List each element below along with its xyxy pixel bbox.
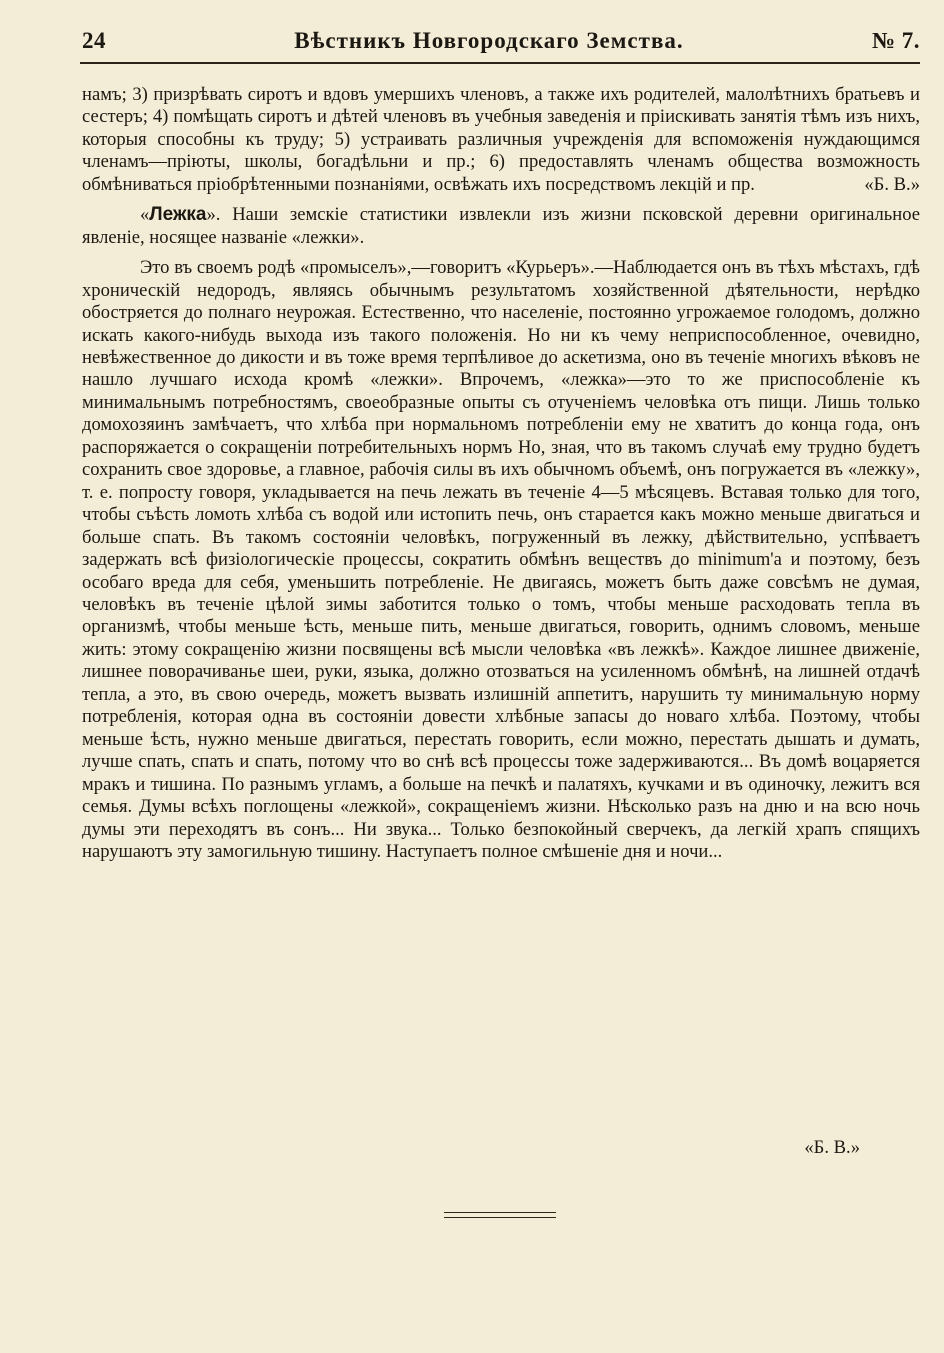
inline-signature: «Б. В.» bbox=[864, 173, 920, 195]
article-body bbox=[82, 84, 920, 863]
end-rule-bottom bbox=[444, 1217, 556, 1218]
issue-number: № 7. bbox=[871, 28, 920, 53]
paragraph-text: Это въ своемъ родѣ «промыселъ»,—говоритъ «Курьеръ».—Наблюдается онъ въ тѣхъ мѣстахъ, гдѣ хроническій недородъ, являясь обычнымъ результатомъ хозяйственной дѣятельности, нерѣдко обостряется до полнаго неурожая. Естественно, что населеніе, постоянно угрожаемое голодомъ, должно искать какого-нибудь выхода изъ такого положенія. Но ни къ чему неприспособленное, очевидно, невѣжественное до дикости и въ тоже время терпѣливое до аскетизма, оно въ теченіе многихъ вѣковъ не нашло лучшаго исхода кромѣ «лежки». Впрочемъ, «лежка»—это то же приспособленіе къ минимальнымъ потребностямъ, своеобразные опыты съ отученіемъ человѣка отъ пищи. Лишь только домохозяинъ замѣчаетъ, что хлѣба при нормальномъ потребленіи ему не хватитъ до конца года, онъ распоряжается о сокращеніи потребительныхъ нормъ Но, зная, что въ такомъ случаѣ ему трудно будетъ сохранить свое здоровье, а главное, рабочія силы въ ихъ обычномъ объемѣ, онъ погружается въ «лежку», т. е. попросту говоря, укладывается на печь лежать въ теченіе 4—5 мѣсяцевъ. Вставая только для того, чтобы съѣсть ломоть хлѣба съ водой или истопить печь, онъ старается какъ можно меньше двигаться и больше спать. Въ такомъ состояніи человѣкъ, погруженный въ лежку, дѣйствительно, успѣваетъ задержать всѣ физіологическіе процессы, сократить обмѣнъ веществъ до minimum'a и поэтому, безъ особаго вреда для себя, уменьшить потребленіе. Не двигаясь, можетъ быть даже совсѣмъ не думая, человѣкъ въ теченіе цѣлой зимы заботится только о томъ, чтобы меньше расходовать тепла въ организмѣ, чтобы меньше ѣсть, меньше пить, меньше двигаться, говорить, однимъ словомъ, меньше жить: этому сокращенію жизни посвящены всѣ мысли человѣка «въ лежкѣ». Каждое лишнее движеніе, лишнее поворачиванье шеи, руки, языка, должно отозваться на усиленномъ обмѣнѣ, на лишней отдачѣ тепла, а это, въ свою очередь, можетъ вызвать излишній аппетитъ, нарушить ту минимальную норму потребленія, которая одна въ состояніи довести хлѣбные запасы до новаго хлѣба. Поэтому, чтобы меньше ѣсть, нужно меньше двигаться, перестать говорить, если можно, перестать дышать и думать, лучше спать, спать и спать, потому что во снѣ всѣ процессы тоже задерживаются... Въ домѣ воцаряется мракъ и тишина. По разнымъ угламъ, а больше на печкѣ и палатяхъ, кучками и въ одиночку, лежитъ вся семья. Думы всѣхъ поглощены «лежкой», сокращеніемъ жизни. Нѣсколько разъ на дню и на всю ночь думы эти переходятъ въ сонъ... Ни звука... Только безпокойный сверчекъ, да легкій храпъ спящихъ нарушаютъ эту замогильную тишину. Наступаетъ полное смѣшеніе дня и ночи... bbox=[82, 257, 920, 862]
paragraph-text: намъ; 3) призрѣвать сиротъ и вдовъ умершихъ членовъ, а также ихъ родителей, малолѣтнихъ братьевъ и сестеръ; 4) помѣщать сиротъ и дѣтей членовъ въ учебныя заведенія и пріискивать занятія тѣмъ изъ нихъ, которыя способны къ труду; 5) устраивать различныя учрежденія для вспоможенія нуждающимся членамъ—пріюты, школы, богадѣльни и пр.; 6) предоставлять членамъ общества возможность обмѣниваться пріобрѣтенными познаніями, освѣжать ихъ посредствомъ лекцій и пр. bbox=[82, 84, 920, 195]
header-rule bbox=[80, 62, 920, 64]
article-headword: Лежка bbox=[149, 204, 207, 226]
paragraph-lezhka-body bbox=[82, 257, 920, 863]
closing-signature: «Б. В.» bbox=[804, 1137, 860, 1158]
page-number: 24 bbox=[82, 28, 106, 53]
journal-title: Вѣстникъ Новгородскаго Земства. bbox=[294, 28, 684, 53]
end-rule-top bbox=[444, 1212, 556, 1213]
paragraph-lezhka-intro bbox=[82, 204, 920, 249]
paragraph-society-aims bbox=[82, 84, 920, 196]
running-header bbox=[82, 28, 920, 54]
paragraph-text: ». Наши земскіе статистики извлекли изъ жизни псковской деревни оригинальное явленіе, носящее названіе «лежки». bbox=[82, 204, 920, 248]
open-quote: « bbox=[140, 204, 150, 226]
